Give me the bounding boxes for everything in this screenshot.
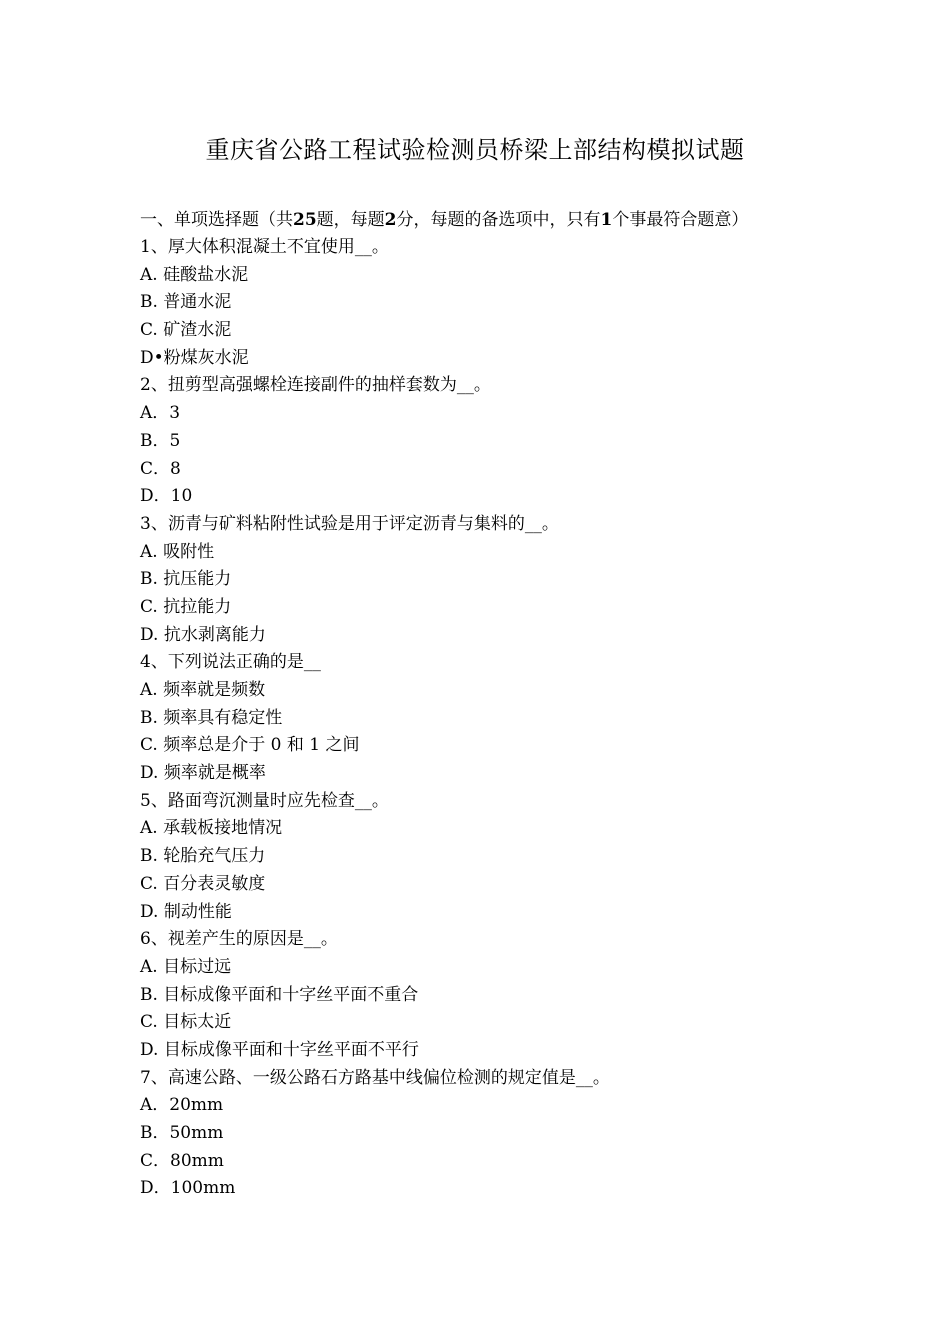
section-header (140, 207, 812, 234)
correct-option-count: 1 (600, 210, 613, 230)
answer-option: D•粉煤灰水泥 (140, 347, 249, 368)
answer-option: B．50mm (140, 1123, 224, 1143)
question-text: 7、高速公路、一级公路石方路基中线偏位检测的规定值是__。 (140, 1067, 610, 1088)
section-header-text: 题，每题 (316, 210, 385, 230)
question-text: 1、厚大体积混凝土不宜使用__。 (140, 237, 389, 257)
answer-option: B．5 (140, 430, 181, 451)
question-score: 2 (384, 210, 397, 230)
answer-option: A．3 (140, 403, 181, 424)
answer-option: A．20mm (140, 1095, 224, 1116)
question-text: 3、沥青与矿料粘附性试验是用于评定沥青与集料的__。 (140, 513, 559, 534)
answer-option: B. 频率具有稳定性 (140, 707, 283, 728)
answer-option: D．100mm (140, 1178, 236, 1199)
question-list (140, 234, 812, 1203)
answer-option: C. 矿渣水泥 (140, 320, 232, 341)
answer-option: B. 目标成像平面和十字丝平面不重合 (140, 984, 419, 1005)
question-text: 5、路面弯沉测量时应先检查__。 (140, 790, 389, 811)
section-header-text: 一、单项选择题（共 (140, 210, 293, 230)
question-text: 2、扭剪型高强螺栓连接副件的抽样套数为__。 (140, 375, 491, 396)
answer-option: D. 抗水剥离能力 (140, 624, 266, 645)
question-text: 4、下列说法正确的是__ (140, 652, 321, 673)
answer-option: C. 抗拉能力 (140, 596, 232, 617)
answer-option: B. 轮胎充气压力 (140, 846, 266, 867)
answer-option: D．10 (140, 486, 193, 507)
answer-option: D. 目标成像平面和十字丝平面不平行 (140, 1039, 419, 1060)
question-count: 25 (293, 210, 317, 230)
question-text: 6、视差产生的原因是__。 (140, 929, 338, 950)
section-header-text: 个事最符合题意） (612, 210, 749, 230)
answer-option: D. 频率就是概率 (140, 763, 266, 784)
answer-option: A. 频率就是频数 (140, 680, 266, 700)
answer-option: A. 承载板接地情况 (140, 818, 283, 839)
answer-option: B. 抗压能力 (140, 569, 232, 590)
section-header-text: 分，每题的备选项中，只有 (396, 210, 601, 230)
document-body (140, 207, 812, 1203)
answer-option: B. 普通水泥 (140, 292, 232, 313)
answer-option: A. 硅酸盐水泥 (140, 264, 249, 285)
answer-option: C. 百分表灵敏度 (140, 873, 266, 894)
document-title: 重庆省公路工程试验检测员桥梁上部结构模拟试题 (205, 136, 745, 164)
answer-option: C．8 (140, 458, 181, 479)
answer-option: A. 目标过远 (140, 956, 232, 977)
answer-option: D. 制动性能 (140, 901, 232, 922)
answer-option: A. 吸附性 (140, 541, 215, 562)
answer-option: C. 频率总是介于 0 和 1 之间 (140, 735, 360, 756)
answer-option: C. 目标太近 (140, 1012, 232, 1033)
answer-option: C．80mm (140, 1150, 224, 1171)
